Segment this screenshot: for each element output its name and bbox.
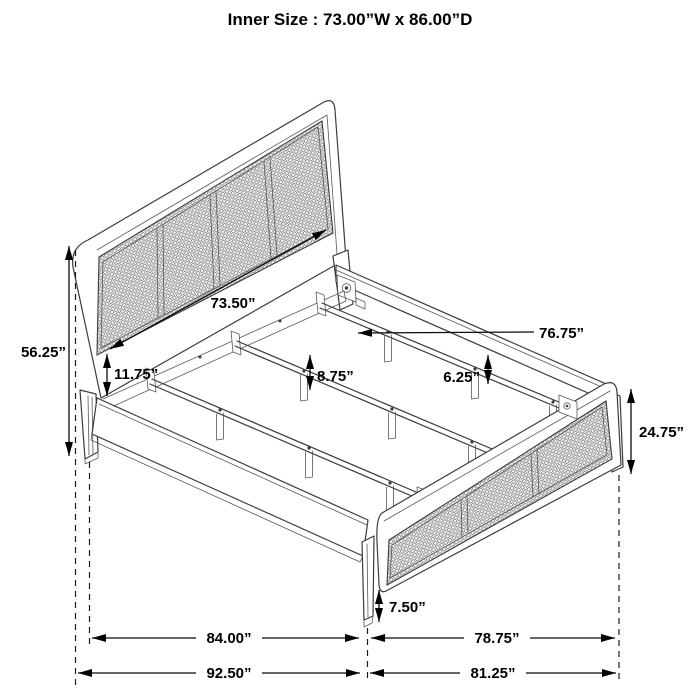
dim-label-footboard-leg-height: 7.50” <box>389 599 426 616</box>
near-rail-top-edge <box>99 404 367 525</box>
dim-label-overall-depth: 92.50” <box>206 665 252 682</box>
dim-label-frame-depth: 84.00” <box>206 630 252 647</box>
side-rail-left <box>91 398 368 562</box>
dim-label-frame-width: 78.75” <box>474 630 520 647</box>
dim-label-footboard-height: 24.75” <box>639 424 685 441</box>
dim-overall-depth <box>78 665 360 682</box>
dim-label-overall-width: 81.25” <box>470 665 516 682</box>
near-rail <box>92 398 368 556</box>
support-beam-2 <box>231 331 507 472</box>
dim-label-side-rail-height: 11.75” <box>114 366 159 383</box>
bracket-notch <box>356 298 365 309</box>
near-rail-bottom-edge <box>91 434 363 562</box>
footboard <box>362 383 623 627</box>
dim-label-support-rail-length: 76.75” <box>539 325 585 342</box>
dim-frame-width <box>371 630 615 647</box>
dim-label-headboard-height: 56.25” <box>20 344 66 361</box>
dim-overall-width <box>370 665 616 682</box>
dim-label-center-leg-height: 8.75” <box>317 368 354 385</box>
footboard-bracket-pin <box>566 405 569 408</box>
dim-line-support-rail-length <box>358 332 534 333</box>
dim-label-headboard-width: 73.50” <box>210 295 256 312</box>
diagram-title: Inner Size : 73.00”W x 86.00”D <box>227 10 473 29</box>
bracket-pin <box>345 286 348 289</box>
dim-frame-depth <box>92 630 359 647</box>
dim-label-support-clearance: 6.25” <box>443 369 480 386</box>
